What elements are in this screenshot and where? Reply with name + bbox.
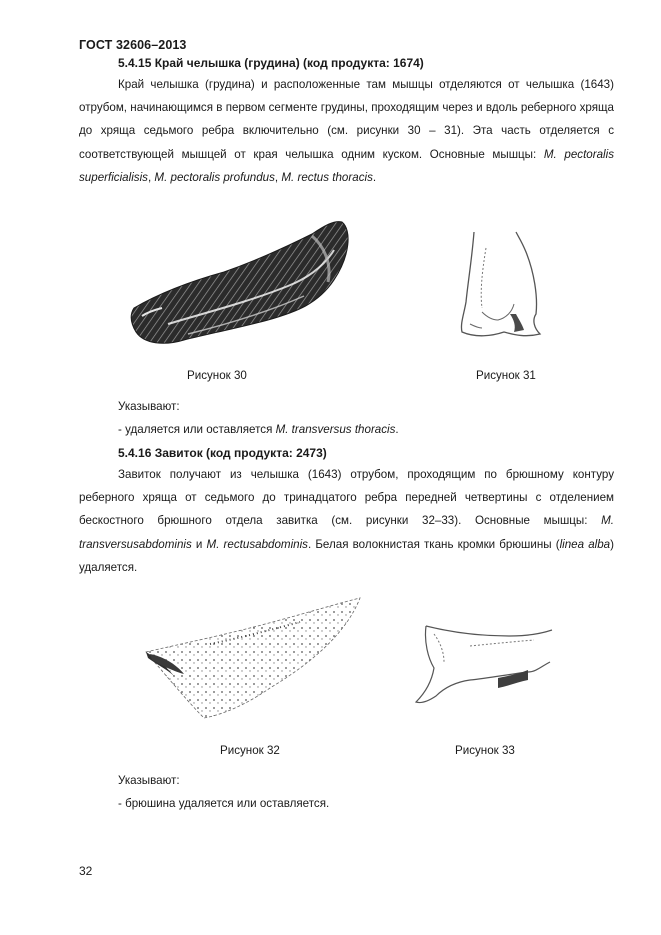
separator: , xyxy=(147,170,155,184)
separator: , xyxy=(274,170,282,184)
figure-31-outline-illustration xyxy=(452,228,552,346)
muscle-name: M. pectoralis profundus xyxy=(154,170,275,184)
paragraph-end: ) удаляется. xyxy=(79,537,614,574)
figure-32-flank-illustration xyxy=(140,594,366,724)
muscle-name: M. transversus thoracis xyxy=(275,423,396,436)
paragraph-text: . Белая волокнистая ткань кромки брюшины ( xyxy=(307,537,560,551)
conjunction: и xyxy=(191,537,207,551)
paragraph-end: . xyxy=(372,170,377,184)
section-heading-5-4-15: 5.4.15 Край челышка (грудина) (код продукта: 1674) xyxy=(118,56,424,70)
paragraph-text: Завиток получают из челышка (1643) отрубом, проходящим по брюшному контуру реберного хряща от седьмого до тринадцатого ребра передней четвертины с отделением бескостного брюшного отдела завитка (см. рисунки 32–33). Основные мышцы: xyxy=(79,468,614,528)
muscle-name: M. pectoralis superficialisis xyxy=(79,147,615,184)
page-number: 32 xyxy=(79,864,93,878)
note-item xyxy=(118,423,399,436)
figure-31-caption: Рисунок 31 xyxy=(476,369,536,382)
figure-30-brisket-illustration xyxy=(128,216,354,352)
figure-30-caption: Рисунок 30 xyxy=(187,369,247,382)
note-item-end: . xyxy=(395,423,399,436)
figure-33-caption: Рисунок 33 xyxy=(455,744,515,757)
section-paragraph-5-4-16 xyxy=(79,463,614,579)
paragraph-text: Край челышка (грудина) и расположенные там мышцы отделяются от челышка (1643) отрубом, начинающимся в первом сегменте грудины, проходящим через и вдоль реберного хряща до хряща седьмого ребра включительно (см. рисунки 30 – 31). Эта часть отделяется с соответствующей мышцей от края челышка одним куском. Основные мышцы: xyxy=(79,78,614,161)
section-paragraph-5-4-15 xyxy=(79,73,614,189)
anatomy-term: linea alba xyxy=(559,537,611,551)
document-code: ГОСТ 32606–2013 xyxy=(79,38,187,52)
muscle-name: M. transversusabdominis xyxy=(79,514,614,551)
figure-32-caption: Рисунок 32 xyxy=(220,744,280,757)
section-heading-5-4-16: 5.4.16 Завиток (код продукта: 2473) xyxy=(118,446,327,460)
muscle-name: M. rectusabdominis xyxy=(206,537,308,551)
note-label: Указывают: xyxy=(118,774,180,787)
note-item-text: - удаляется или оставляется xyxy=(118,423,276,436)
figure-33-outline-illustration xyxy=(410,622,556,714)
note-label: Указывают: xyxy=(118,400,180,413)
muscle-name: M. rectus thoracis xyxy=(281,170,373,184)
note-item: - брюшина удаляется или оставляется. xyxy=(118,797,330,810)
